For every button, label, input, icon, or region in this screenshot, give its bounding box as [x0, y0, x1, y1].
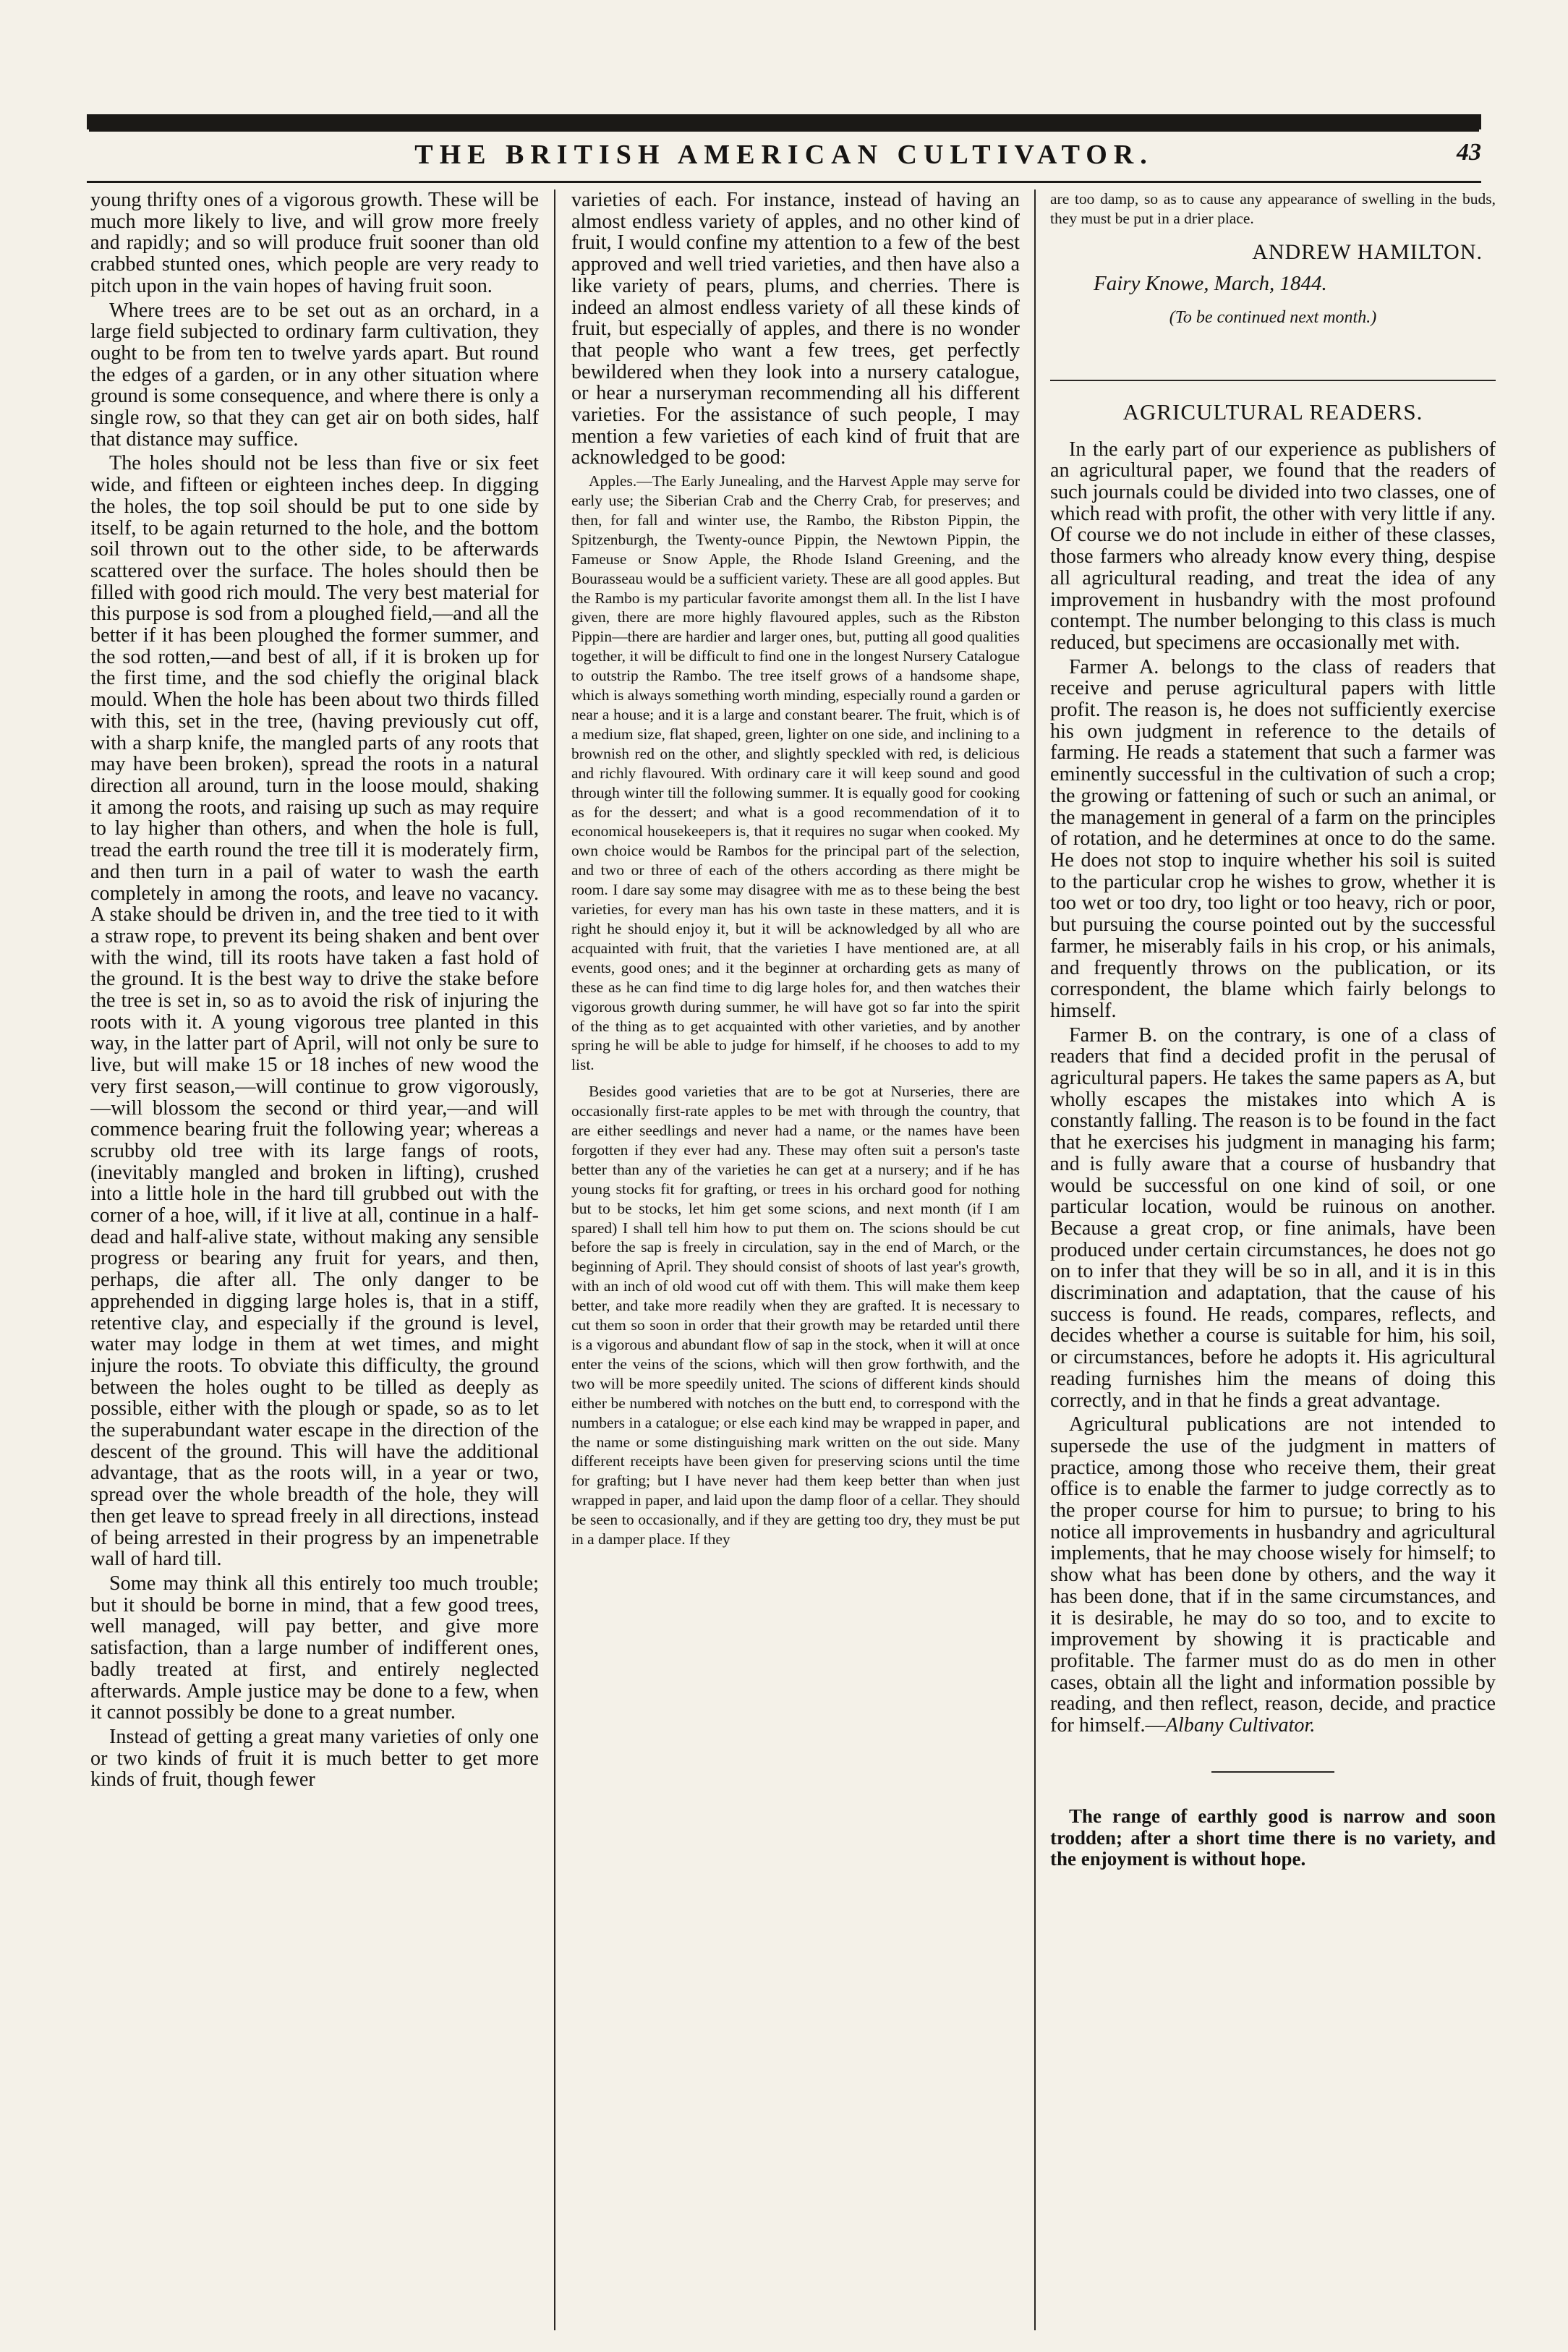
- masthead: [87, 139, 1481, 179]
- paragraph: Where trees are to be set out as an orchard, in a large field subjected to ordinary farm cultivation, they ought to be from ten to twelve yards apart. But round the edges of a garden, or in any other situation where ground is some consequence, and where there is only a single row, so that they can get air on both sides, half that distance may suffice.: [90, 299, 539, 451]
- column-2: [571, 189, 1020, 2330]
- paragraph: young thrifty ones of a vigorous growth. These will be much more likely to live, and will grow more freely and rapidly; and so will produce fruit sooner than old crabbed stunted ones, which people are very ready to pitch upon in the vain hopes of having fruit soon.: [90, 189, 539, 297]
- masthead-rule: [87, 181, 1481, 183]
- small-print-section: [1050, 189, 1496, 229]
- paragraph: are too damp, so as to cause any appearance of swelling in the buds, they must be put in a drier place.: [1050, 190, 1496, 227]
- signature-name: ANDREW HAMILTON.: [1252, 239, 1483, 264]
- continued-note: (To be continued next month.): [1169, 308, 1377, 328]
- signature-place: Fairy Knowe, March, 1844.: [1094, 271, 1327, 295]
- column-divider: [554, 189, 555, 2330]
- paragraph: varieties of each. For instance, instead of having an almost endless variety of apples, and no other kind of fruit, I would confine my attention to a few of the best approved and well tried varieties, and then have also a like variety of pears, plums, and cherries. There is indeed an almost endless variety of all these kinds of fruit, but especially of apples, and there is no wonder that people who want a few trees, get perfectly bewildered when they look into a nursery catalogue, or hear a nurseryman recommending all his different varieties. For the assistance of such people, I may mention a few varieties of each kind of fruit that are acknowledged to be good:: [571, 189, 1020, 469]
- source-credit: Albany Cultivator.: [1165, 1714, 1316, 1737]
- closing-paragraph: The range of earthly good is narrow and soon trodden; after a short time there is no variety, and the enjoyment is without hope.: [1050, 1805, 1496, 1870]
- small-print-section: [571, 472, 1020, 1549]
- top-rule: [87, 114, 1481, 129]
- column-1: [90, 189, 539, 2330]
- publication-title: THE BRITISH AMERICAN CULTIVATOR.: [414, 140, 1154, 170]
- paragraph: Apples.—The Early Junealing, and the Harvest Apple may serve for early use; the Siberian Crab and the Cherry Crab, for preserves; and then, for fall and winter use, the Rambo, the Ribston Pippin, the Spitzenburgh, the Twenty-ounce Pippin, the Newtown Pippin, the Fameuse or Snow Apple, the Rhode Island Greening, and the Bourasseau would be a sufficient variety. These are all good apples. But the Rambo is my particular favorite amongst them all. In the list I have given, there are more highly flavoured apples, such as the Ribston Pippin—there are hardier and larger ones, but, putting all good qualities together, it will be difficult to find one in the longest Nursery Catalogue to outstrip the Rambo. The tree itself grows of a handsome shape, which is always something worth minding, especially round a garden or near a house; and it is a large and constant bearer. The fruit, which is of a medium size, flat shaped, green, lighter on one side, and inclining to a brownish red on the other, and slightly speckled with red, is delicious and richly flavoured. With ordinary care it will keep sound and good through winter till the following summer. It is equally good for cooking as for the dessert; and what is a good recommendation of it to economical housekeepers is, that it requires no sugar when cooked. My own choice would be Rambos for the principal part of the selection, and two or three of each of the others according as there might be room. I dare say some may disagree with me as to these being the best varieties, for every man has his own taste in these matters, and it is right he should enjoy it, but it will be acknowledged by all who are acquainted with fruit, that the varieties I have mentioned are, at all events, good ones; and it the beginner at orcharding gets as many of these as he can find time to dig large holes for, and then watches their vigorous growth during summer, he will have got so far into the spirit of the thing as to get acquainted with other varieties, and by another spring he will be able to judge for himself, if he chooses to add to my list.: [571, 472, 1020, 1074]
- paragraph: In the early part of our experience as publishers of an agricultural paper, we found that the readers of such journals could be divided into two classes, one of which read with profit, the other with very little if any. Of course we do not include in either of these classes, those farmers who already know every thing, despise all agricultural reading, and treat the idea of any improvement in husbandry with the most profound contempt. The number belonging to this class is much reduced, but specimens are occasionally met with.: [1050, 438, 1496, 654]
- paragraph: The holes should not be less than five or six feet wide, and fifteen or eighteen inches deep. In digging the holes, the top soil should be put to one side by itself, to be again returned to the hole, and the bottom soil thrown out to the other side, to be afterwards scattered over the surface. The holes should then be filled with good rich mould. The very best material for this purpose is sod from a ploughed field,—and all the better if it has been ploughed the former summer, and the sod rotten,—and best of all, if it is broken up for the first time, and the sod chiefly the original black mould. When the hole has been about two thirds filled with this, set in the tree, (having previously cut off, with a sharp knife, the mangled parts of any roots that may have been broken), spread the roots in a natural direction all around, turn in the loose mould, shaking it among the roots, and raising up such as may require to lay higher than others, and when the hole is full, tread the earth round the tree till it is moderately firm, and then turn in a pail of water to wash the earth completely in among the roots, and leave no vacancy. A stake should be driven in, and the tree tied to it with a straw rope, to prevent its being shaken and bent over with the wind, till its roots have taken a fast hold of the ground. It is the best way to drive the stake before the tree is set in, so as to avoid the risk of injuring the roots with it. A young vigorous tree planted in this way, in the latter part of April, will not only be sure to live, but will make 15 or 18 inches of new wood the very first season,—will continue to grow vigorously,—will blossom the second or third year,—and will commence bearing fruit the following year; whereas a scrubby old tree with its large fangs of roots, (inevitably mangled and broken in lifting), crushed into a little hole in the hard till grubbed out with the corner of a hoe, will, if it live at all, continue in a half-dead and half-alive state, without making any sensible progress or bearing any fruit for years, and then, perhaps, die after all. The only danger to be apprehended in digging large holes is, that in a stiff, retentive clay, and especially if the ground is level, water may lodge in them at wet times, and might injure the roots. To obviate this difficulty, the ground between the holes ought to be tilled as deeply as possible, either with the plough or spade, so as to let the superabundant water escape in the direction of the descent of the ground. This will have the additional advantage, that as the roots will, in a year or two, spread over the whole breadth of the hole, they will then get leave to spread freely in all directions, instead of being arrested in their progress by an impenetrable wall of hard till.: [90, 452, 539, 1571]
- column-divider: [1034, 189, 1036, 2330]
- paragraph: Farmer A. belongs to the class of readers that receive and peruse agricultural papers with little profit. The reason is, he does not sufficiently exercise his own judgment in reference to the details of farming. He reads a statement that such a farmer was eminently successful in the cultivation of such a crop; the growing or fattening of such or such an animal, or the management in general of a farm on the principles of rotation, and he determines at once to do the same. He does not stop to inquire whether his soil is suited to the particular crop he wishes to grow, whether it is too wet or too dry, too light or too heavy, rich or poor, but pursuing the course pointed out by the successful farmer, he miserably fails in his crop, or his animals, and frequently throws on the publication, or its correspondent, the blame which fairly belongs to himself.: [1050, 655, 1496, 1022]
- paragraph: Some may think all this entirely too much trouble; but it should be borne in mind, that a few good trees, well managed, will pay better, and give more satisfaction, than a large number of indifferent ones, badly treated at first, and entirely neglected afterwards. Ample justice may be done to a few, when it cannot possibly be done to a great number.: [90, 1572, 539, 1724]
- section-rule: [1211, 1771, 1334, 1773]
- paragraph: Besides good varieties that are to be got at Nurseries, there are occasionally first-rate apples to be met with through the country, that are either seedlings and never had a name, or the names have been forgotten if they ever had any. These may often suit a person's taste better than any of the varieties he can get at a nursery; and if he has young stocks fit for grafting, or trees in his orchard good for nothing but to be stocks, let him get some scions, and next month (if I am spared) I shall tell him how to put them on. The scions should be cut before the sap is freely in circulation, say in the end of March, or the beginning of April. They should consist of shoots of last year's growth, with an inch of old wood cut off with them. This will make them keep better, and take more readily when they are grafted. It is necessary to cut them so soon in order that their growth may be retarded until there is a vigorous and abundant flow of sap in the stock, when it will at once enter the veins of the scions, which will then grow forthwith, and the two will be more speedily united. The scions of different kinds should either be numbered with notches on the butt end, to correspond with the numbers in a catalogue; or else each kind may be wrapped in paper, and the name or some distinguishing mark written on the out side. Many different receipts have been given for preserving scions until the time for grafting; but I have never had them keep better than when just wrapped in paper, and laid upon the damp floor of a cellar. They should be seen to occasionally, and if they are getting too dry, they must be put in a damper place. If they: [571, 1083, 1020, 1548]
- paragraph: Farmer B. on the contrary, is one of a class of readers that find a decided profit in the perusal of agricultural papers. He takes the same papers as A, but wholly escapes the mistakes into which A is constantly falling. The reason is to be found in the fact that he exercises his judgment in managing his farm; and is fully aware that a course of husbandry that would be successful on one kind of soil, or one particular location, would be ruinous on another. Because a great crop, or fine animals, have been produced under certain circumstances, he does not go on to infer that they will be so in all, and it is in this discrimination and adaptation, that the cause of his success is found. He reads, compares, reflects, and decides whether a course is suitable for him, his soil, or circumstances, before he adopts it. His agricultural reading furnishes him the means of doing this correctly, and in that he finds a great advantage.: [1050, 1023, 1496, 1412]
- article-heading: AGRICULTURAL READERS.: [1050, 380, 1496, 423]
- column-3: [1050, 189, 1496, 2330]
- paragraph: Instead of getting a great many varieties of only one or two kinds of fruit it is much better to get more kinds of fruit, though fewer: [90, 1725, 539, 1791]
- page-number: 43: [1457, 139, 1481, 166]
- paragraph-text: Agricultural publications are not intended to supersede the use of the judgment in matters of practice, among those who receive them, their great office is to enable the farmer to judge correctly as to the proper course for him to pursue; to bring to his notice all improvements in husbandry and agricultural implements, that he may choose wisely for himself; to show what has been done by others, and the way it has been done, that if in the same circumstances, and it is desirable, he may do so too, and to excite to improvement by showing it is practicable and profitable. The farmer must do as do men in other cases, obtain all the light and information possible by reading, and then reflect, reason, decide, and practice for himself.—: [1050, 1413, 1496, 1737]
- paragraph: [1050, 1414, 1496, 1737]
